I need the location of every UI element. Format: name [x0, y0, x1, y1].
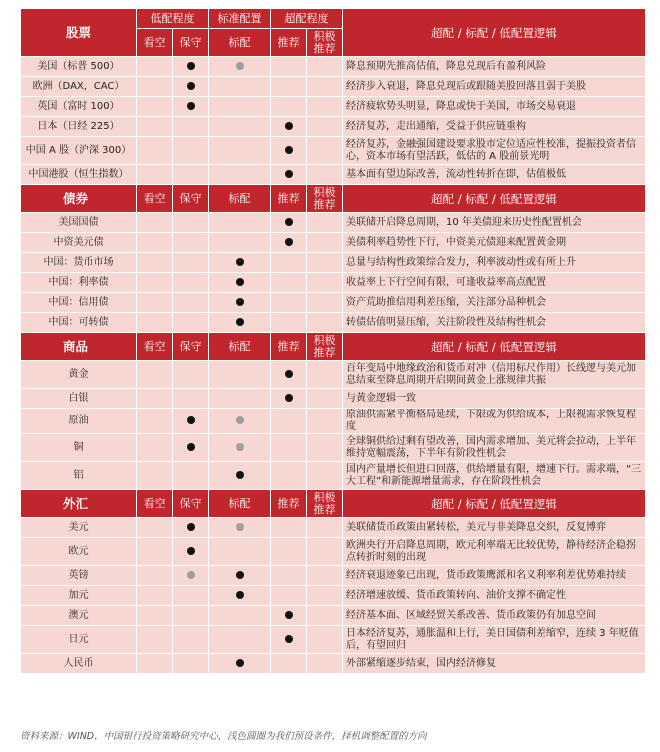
- allocation-cell: [307, 253, 343, 273]
- allocation-cell: [137, 409, 173, 434]
- allocation-table-wrapper: [20, 8, 645, 674]
- allocation-cell: [307, 518, 343, 538]
- allocation-cell: [307, 137, 343, 165]
- allocation-cell: [173, 57, 209, 77]
- table-row: [21, 361, 646, 389]
- allocation-logic: 经济步入衰退，降息兑现后或跟随美股回落且弱于美股: [343, 77, 646, 97]
- table-row: [21, 409, 646, 434]
- column-header: 积极推荐: [307, 490, 343, 518]
- table-row: [21, 626, 646, 654]
- allocation-logic: 美联储货币政策由紧转松，美元与非美降息交织，反复博弈: [343, 518, 646, 538]
- allocation-logic: 转债估值明显压缩，关注阶段性及结构性机会: [343, 313, 646, 333]
- allocation-cell: [209, 57, 271, 77]
- column-header: 保守: [173, 185, 209, 213]
- asset-name: 英国（富时 100）: [21, 97, 137, 117]
- table-row: [21, 273, 646, 293]
- allocation-logic: 经济复苏，金融强国建设要求股市定位适应性校准，提振投资者信心，资本市场有望活跃，低估的 A 股前景光明: [343, 137, 646, 165]
- asset-name: 中资美元债: [21, 233, 137, 253]
- allocation-cell: [137, 462, 173, 490]
- black-dot: [285, 611, 293, 619]
- column-header: 看空: [137, 490, 173, 518]
- source-note: 资料来源：WIND，中国银行投资策略研究中心，浅色圆圈为我们预设条件，择机调整配置的方向: [20, 731, 427, 742]
- black-dot: [285, 218, 293, 226]
- allocation-cell: [137, 273, 173, 293]
- allocation-logic: 日本经济复苏，通胀温和上行，美日国债利差缩窄，连续 3 年贬值后，有望回归: [343, 626, 646, 654]
- allocation-cell: [209, 389, 271, 409]
- black-dot: [187, 547, 195, 555]
- allocation-cell: [173, 137, 209, 165]
- black-dot: [285, 146, 293, 154]
- black-dot: [236, 258, 244, 266]
- asset-name: 中国：利率债: [21, 273, 137, 293]
- logic-header: 超配 / 标配 / 低配置逻辑: [343, 9, 646, 57]
- asset-name: 欧洲（DAX，CAC）: [21, 77, 137, 97]
- asset-name: 中国：货币市场: [21, 253, 137, 273]
- allocation-cell: [137, 253, 173, 273]
- asset-name: 欧元: [21, 538, 137, 566]
- asset-name: 中国：可转债: [21, 313, 137, 333]
- allocation-logic: 经济复苏，走出通缩，受益于供应链重构: [343, 117, 646, 137]
- column-header: 看空: [137, 333, 173, 361]
- allocation-logic: 与黄金逻辑一致: [343, 389, 646, 409]
- column-header: 标配: [209, 185, 271, 213]
- allocation-cell: [271, 233, 307, 253]
- allocation-logic: 全球铜供给过剩有望改善，国内需求增加、美元将会拉动，上半年维持宽幅震荡，下半年有阶段性机会: [343, 434, 646, 462]
- allocation-cell: [271, 293, 307, 313]
- allocation-cell: [137, 313, 173, 333]
- table-row: [21, 165, 646, 185]
- black-dot: [285, 122, 293, 130]
- allocation-cell: [209, 97, 271, 117]
- allocation-cell: [271, 57, 307, 77]
- column-header: 积极推荐: [307, 333, 343, 361]
- allocation-cell: [307, 233, 343, 253]
- section-header-row: [21, 333, 646, 361]
- allocation-logic: 经济基本面、区域经贸关系改善、货币政策仍有加息空间: [343, 606, 646, 626]
- table-row: [21, 77, 646, 97]
- column-header: 保守: [173, 490, 209, 518]
- allocation-cell: [271, 462, 307, 490]
- gray-dot: [236, 62, 244, 70]
- column-header: 看空: [137, 185, 173, 213]
- allocation-cell: [271, 361, 307, 389]
- allocation-logic: 经济衰退迹象已出现，货币政策鹰派和名义利率利差优势难持续: [343, 566, 646, 586]
- black-dot: [187, 443, 195, 451]
- allocation-cell: [209, 313, 271, 333]
- allocation-cell: [271, 538, 307, 566]
- table-row: [21, 389, 646, 409]
- black-dot: [187, 523, 195, 531]
- allocation-cell: [209, 409, 271, 434]
- allocation-cell: [307, 117, 343, 137]
- column-header: 标配: [209, 490, 271, 518]
- allocation-cell: [173, 117, 209, 137]
- over-group-label: 超配程度: [271, 9, 343, 29]
- asset-name: 铝: [21, 462, 137, 490]
- allocation-cell: [271, 606, 307, 626]
- allocation-cell: [173, 313, 209, 333]
- asset-name: 人民币: [21, 654, 137, 674]
- column-header: 推荐: [271, 29, 307, 57]
- table-row: [21, 213, 646, 233]
- allocation-cell: [307, 586, 343, 606]
- allocation-cell: [271, 97, 307, 117]
- allocation-cell: [307, 273, 343, 293]
- allocation-logic: 经济增速放缓、货币政策转向、油价支撑不确定性: [343, 586, 646, 606]
- allocation-cell: [271, 77, 307, 97]
- allocation-logic: 降息预期先推高估值，降息兑现后有盈利风险: [343, 57, 646, 77]
- allocation-cell: [307, 654, 343, 674]
- logic-header: 超配 / 标配 / 低配置逻辑: [343, 185, 646, 213]
- allocation-cell: [271, 654, 307, 674]
- section-title: 股票: [21, 9, 137, 57]
- allocation-logic: 美债利率趋势性下行，中资美元债迎来配置黄金期: [343, 233, 646, 253]
- black-dot: [236, 278, 244, 286]
- allocation-logic: 基本面有望边际改善，流动性转折在即，估值极低: [343, 165, 646, 185]
- column-header: 推荐: [271, 490, 307, 518]
- table-row: [21, 538, 646, 566]
- gray-dot: [236, 416, 244, 424]
- gray-dot: [236, 443, 244, 451]
- table-row: [21, 566, 646, 586]
- allocation-cell: [209, 462, 271, 490]
- allocation-cell: [209, 434, 271, 462]
- allocation-cell: [307, 213, 343, 233]
- table-row: [21, 586, 646, 606]
- black-dot: [187, 62, 195, 70]
- allocation-logic: 百年变局中地缘政治和货币对冲（信用标尺作用）长线逻与美元加息结束至降息周期开启期间黄金上涨规律共振: [343, 361, 646, 389]
- allocation-cell: [271, 566, 307, 586]
- asset-name: 日本（日经 225）: [21, 117, 137, 137]
- table-row: [21, 313, 646, 333]
- asset-name: 美国国债: [21, 213, 137, 233]
- allocation-cell: [209, 233, 271, 253]
- allocation-cell: [271, 389, 307, 409]
- allocation-logic: 原油供需紧平衡格局延续，下限或为供给成本，上限视需求恢复程度: [343, 409, 646, 434]
- header-group-row: [21, 9, 646, 29]
- allocation-cell: [271, 117, 307, 137]
- allocation-cell: [209, 566, 271, 586]
- column-header: 保守: [173, 333, 209, 361]
- allocation-cell: [307, 409, 343, 434]
- black-dot: [285, 238, 293, 246]
- allocation-cell: [173, 518, 209, 538]
- allocation-logic: 欧洲央行开启降息周期，欧元利率端无比较优势，静待经济企稳拐点转折时刻的出现: [343, 538, 646, 566]
- allocation-cell: [271, 313, 307, 333]
- black-dot: [285, 170, 293, 178]
- asset-name: 中国 A 股（沪深 300）: [21, 137, 137, 165]
- allocation-cell: [307, 538, 343, 566]
- allocation-logic: 资产荒助推信用利差压缩，关注部分品种机会: [343, 293, 646, 313]
- column-header: 看空: [137, 29, 173, 57]
- allocation-cell: [307, 57, 343, 77]
- allocation-cell: [271, 137, 307, 165]
- allocation-cell: [137, 626, 173, 654]
- allocation-cell: [173, 462, 209, 490]
- allocation-cell: [209, 293, 271, 313]
- allocation-cell: [307, 313, 343, 333]
- allocation-cell: [307, 293, 343, 313]
- table-row: [21, 57, 646, 77]
- allocation-cell: [307, 462, 343, 490]
- black-dot: [236, 571, 244, 579]
- black-dot: [236, 318, 244, 326]
- allocation-cell: [173, 233, 209, 253]
- allocation-cell: [173, 626, 209, 654]
- allocation-cell: [137, 538, 173, 566]
- allocation-cell: [173, 253, 209, 273]
- black-dot: [236, 591, 244, 599]
- allocation-cell: [137, 566, 173, 586]
- allocation-cell: [137, 117, 173, 137]
- allocation-cell: [271, 213, 307, 233]
- standard-group-label: 标准配置: [209, 9, 271, 29]
- allocation-cell: [209, 137, 271, 165]
- allocation-logic: 总量与结构性政策综合发力，利率波动性或有所上升: [343, 253, 646, 273]
- table-row: [21, 606, 646, 626]
- section-title: 债券: [21, 185, 137, 213]
- logic-header: 超配 / 标配 / 低配置逻辑: [343, 333, 646, 361]
- allocation-cell: [271, 273, 307, 293]
- allocation-cell: [137, 137, 173, 165]
- gray-dot: [187, 571, 195, 579]
- column-header: 标配: [209, 29, 271, 57]
- gray-dot: [236, 523, 244, 531]
- asset-name: 加元: [21, 586, 137, 606]
- allocation-cell: [173, 434, 209, 462]
- allocation-logic: 美联储开启降息周期，10 年美债迎来历史性配置机会: [343, 213, 646, 233]
- allocation-cell: [307, 165, 343, 185]
- column-header: 积极推荐: [307, 185, 343, 213]
- allocation-cell: [173, 361, 209, 389]
- allocation-cell: [307, 361, 343, 389]
- allocation-cell: [307, 77, 343, 97]
- allocation-cell: [307, 606, 343, 626]
- allocation-cell: [173, 606, 209, 626]
- asset-name: 英镑: [21, 566, 137, 586]
- allocation-cell: [173, 273, 209, 293]
- black-dot: [236, 298, 244, 306]
- allocation-cell: [137, 213, 173, 233]
- allocation-cell: [209, 654, 271, 674]
- allocation-cell: [173, 293, 209, 313]
- asset-name: 日元: [21, 626, 137, 654]
- allocation-cell: [307, 434, 343, 462]
- allocation-cell: [173, 389, 209, 409]
- allocation-cell: [173, 213, 209, 233]
- allocation-cell: [209, 606, 271, 626]
- allocation-cell: [209, 213, 271, 233]
- column-header: 推荐: [271, 185, 307, 213]
- allocation-cell: [173, 409, 209, 434]
- asset-name: 黄金: [21, 361, 137, 389]
- allocation-cell: [307, 566, 343, 586]
- allocation-cell: [209, 253, 271, 273]
- allocation-logic: 收益率上下行空间有限，可逢收益率高点配置: [343, 273, 646, 293]
- allocation-cell: [173, 586, 209, 606]
- allocation-cell: [173, 538, 209, 566]
- allocation-cell: [271, 253, 307, 273]
- allocation-cell: [173, 566, 209, 586]
- allocation-cell: [137, 293, 173, 313]
- asset-name: 美国（标普 500）: [21, 57, 137, 77]
- allocation-cell: [209, 117, 271, 137]
- allocation-cell: [271, 434, 307, 462]
- table-row: [21, 117, 646, 137]
- allocation-cell: [137, 586, 173, 606]
- column-header: 推荐: [271, 333, 307, 361]
- logic-header: 超配 / 标配 / 低配置逻辑: [343, 490, 646, 518]
- allocation-cell: [209, 538, 271, 566]
- table-row: [21, 253, 646, 273]
- allocation-cell: [137, 57, 173, 77]
- allocation-cell: [137, 434, 173, 462]
- asset-name: 铜: [21, 434, 137, 462]
- under-group-label: 低配程度: [137, 9, 209, 29]
- table-row: [21, 137, 646, 165]
- allocation-cell: [209, 77, 271, 97]
- column-header: 保守: [173, 29, 209, 57]
- table-row: [21, 233, 646, 253]
- allocation-cell: [307, 97, 343, 117]
- black-dot: [187, 416, 195, 424]
- asset-allocation-table: [20, 8, 646, 674]
- allocation-cell: [209, 586, 271, 606]
- section-title: 外汇: [21, 490, 137, 518]
- section-header-row: [21, 490, 646, 518]
- allocation-cell: [209, 518, 271, 538]
- allocation-cell: [137, 165, 173, 185]
- allocation-cell: [137, 654, 173, 674]
- allocation-cell: [137, 389, 173, 409]
- column-header: 标配: [209, 333, 271, 361]
- allocation-cell: [173, 97, 209, 117]
- section-title: 商品: [21, 333, 137, 361]
- asset-name: 澳元: [21, 606, 137, 626]
- asset-name: 美元: [21, 518, 137, 538]
- allocation-cell: [209, 165, 271, 185]
- column-header: 积极推荐: [307, 29, 343, 57]
- table-row: [21, 97, 646, 117]
- black-dot: [187, 82, 195, 90]
- black-dot: [236, 471, 244, 479]
- allocation-cell: [271, 409, 307, 434]
- asset-name: 中国港股（恒生指数）: [21, 165, 137, 185]
- allocation-cell: [307, 626, 343, 654]
- allocation-cell: [173, 165, 209, 185]
- allocation-cell: [307, 389, 343, 409]
- allocation-cell: [209, 626, 271, 654]
- allocation-cell: [209, 273, 271, 293]
- allocation-cell: [271, 586, 307, 606]
- black-dot: [285, 394, 293, 402]
- allocation-logic: 国内产量增长但进口回落，供给增量有限，增速下行。需求端，“三大工程”和新能源增量需求，存在阶段性机会: [343, 462, 646, 490]
- asset-name: 原油: [21, 409, 137, 434]
- allocation-cell: [173, 654, 209, 674]
- allocation-cell: [137, 233, 173, 253]
- allocation-cell: [137, 606, 173, 626]
- allocation-cell: [137, 361, 173, 389]
- section-header-row: [21, 185, 646, 213]
- allocation-cell: [271, 626, 307, 654]
- table-row: [21, 462, 646, 490]
- allocation-cell: [271, 518, 307, 538]
- table-row: [21, 654, 646, 674]
- black-dot: [236, 659, 244, 667]
- asset-name: 中国：信用债: [21, 293, 137, 313]
- allocation-cell: [209, 361, 271, 389]
- allocation-cell: [173, 77, 209, 97]
- black-dot: [285, 635, 293, 643]
- allocation-cell: [137, 518, 173, 538]
- allocation-cell: [137, 97, 173, 117]
- table-row: [21, 293, 646, 313]
- table-row: [21, 518, 646, 538]
- allocation-logic: 外部紧缩逐步结束，国内经济修复: [343, 654, 646, 674]
- asset-name: 白银: [21, 389, 137, 409]
- table-row: [21, 434, 646, 462]
- allocation-cell: [271, 165, 307, 185]
- allocation-cell: [137, 77, 173, 97]
- allocation-logic: 经济疲软势头明显，降息或快于美国，市场交易衰退: [343, 97, 646, 117]
- black-dot: [187, 102, 195, 110]
- black-dot: [285, 370, 293, 378]
